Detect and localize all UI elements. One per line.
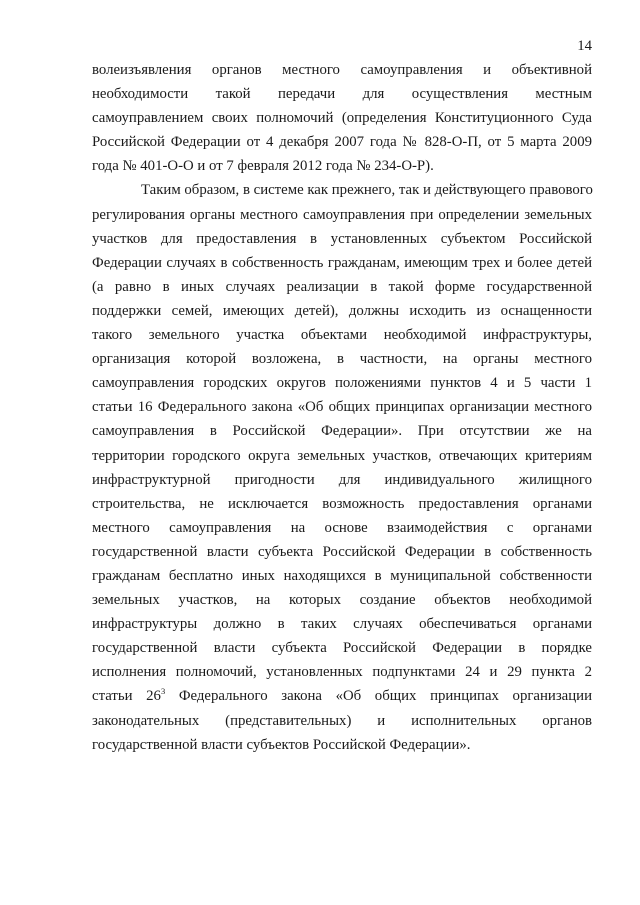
text-line: гражданам бесплатно иных находящихся в муниципальной собственности (92, 567, 592, 584)
text-line: Российской Федерации от 4 декабря 2007 года № 828-О-П, от 5 марта 2009 (92, 134, 592, 151)
text-line: регулирования органы местного самоуправления при определении земельных (92, 206, 592, 223)
text-line: государственной власти субъекта Российской Федерации в собственность (92, 543, 592, 560)
text-line: такого земельного участка объектами необходимой инфраструктуры, (92, 327, 592, 344)
text-line: Федерации случаях в собственность гражданам, имеющим трех и более детей (92, 254, 592, 271)
text-line: необходимости такой передачи для осуществления местным (92, 86, 592, 103)
text-line: строительства, не исключается возможность предоставления органами (92, 495, 592, 512)
text-line: организация которой возложена, в частности, на органы местного (92, 351, 592, 368)
text-line: инфраструктурной пригодности для индивидуального жилищного (92, 471, 592, 488)
text-line-superscript (92, 684, 592, 708)
text-line: инфраструктуры должно в таких случаях обеспечиваться органами (92, 616, 592, 633)
superscript: 3 (160, 686, 166, 697)
paragraph-1 (92, 58, 592, 178)
text-line: участков для предоставления в установленных субъектом Российской (92, 230, 592, 247)
text-segment: статьи 26 (92, 688, 161, 705)
text-line: исполнения полномочий, установленных подпунктами 24 и 29 пункта 2 (92, 664, 592, 681)
text-line: самоуправлением своих полномочий (определения Конституционного Суда (92, 110, 592, 127)
text-line: поддержки семей, имеющих детей), должны исходить из оснащенности (92, 302, 592, 319)
text-line: земельных участков, на которых создание объектов необходимой (92, 592, 592, 609)
text-line: года № 401-О-О и от 7 февраля 2012 года № 234-О-Р). (92, 158, 434, 175)
text-line: территории городского округа земельных участков, отвечающих критериям (92, 447, 592, 464)
text-line: Таким образом, в системе как прежнего, так и действующего правового (141, 182, 593, 199)
text-line: местного самоуправления на основе взаимодействия с органами (92, 519, 592, 536)
text-line: статьи 16 Федерального закона «Об общих принципах организации местного (92, 399, 592, 416)
text-line: государственной власти субъектов Российской Федерации». (92, 736, 471, 753)
text-line: государственной власти субъекта Российской Федерации в порядке (92, 640, 592, 657)
document-body (92, 58, 592, 757)
text-segment: Федерального закона «Об общих принципах организации (165, 688, 592, 705)
paragraph-2 (92, 178, 592, 756)
text-line: самоуправления городских округов положениями пунктов 4 и 5 части 1 (92, 375, 592, 392)
text-line: самоуправления в Российской Федерации». При отсутствии же на (92, 423, 592, 440)
text-line: законодательных (представительных) и исполнительных органов (92, 712, 592, 729)
text-line: (а равно в иных случаях реализации в такой форме государственной (92, 278, 592, 295)
page-number: 14 (577, 38, 592, 54)
text-line: волеизъявления органов местного самоуправления и объективной (92, 62, 592, 78)
